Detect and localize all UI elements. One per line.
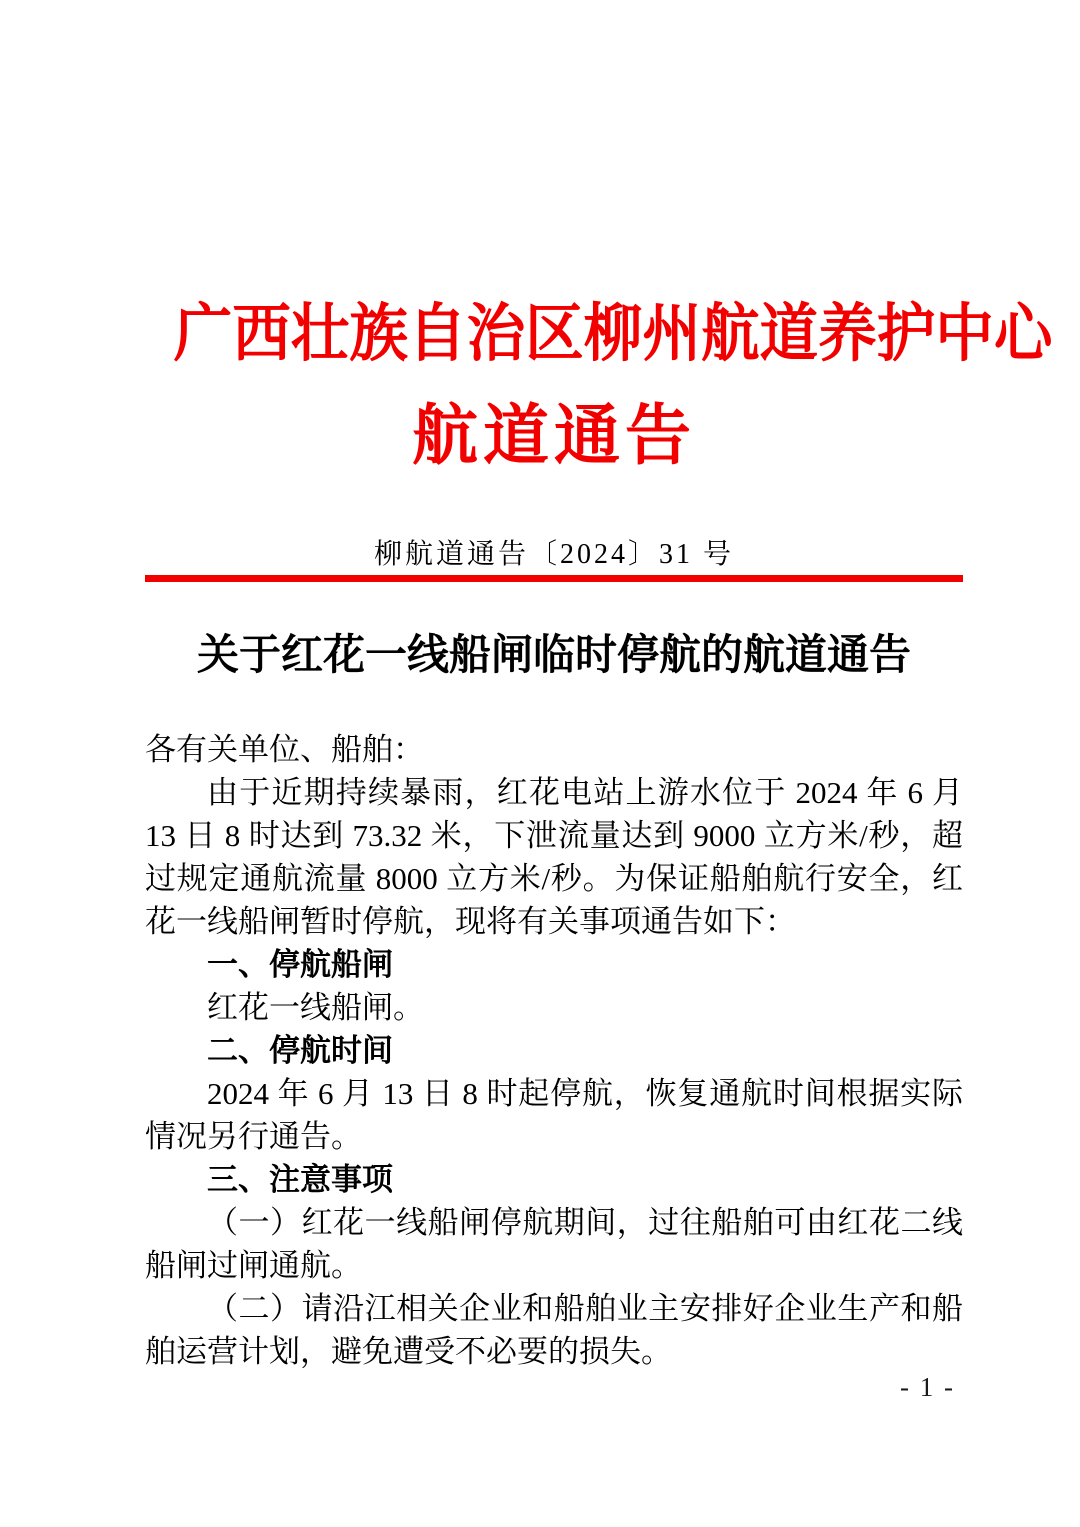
salutation-line: 各有关单位、船舶： xyxy=(145,732,424,767)
notice-title: 关于红花一线船闸临时停航的航道通告 xyxy=(196,633,911,679)
document-number: 柳航道通告〔2024〕31 号 xyxy=(373,539,734,570)
section-3-heading: 三、注意事项 xyxy=(207,1162,393,1197)
section-2-heading: 二、停航时间 xyxy=(207,1033,393,1068)
notice-body xyxy=(145,728,963,1373)
letterhead-org-title: 广西壮族自治区柳州航道养护中心 xyxy=(173,299,1053,369)
page-number: - 1 - xyxy=(900,1372,955,1402)
intro-paragraph: 由于近期持续暴雨，红花电站上游水位于 2024 年 6 月 13 日 8 时达到 73.32 米，下泄流量达到 9000 立方米/秒，超过规定通航流量 8000 立方米/秒。为保证船舶航行安全，红花一线船闸暂时停航，现将有关事项通告如下： xyxy=(145,775,963,939)
section-2-paragraph: 2024 年 6 月 13 日 8 时起停航，恢复通航时间根据实际情况另行通告。 xyxy=(145,1076,963,1154)
section-3-paragraph-1: （一）红花一线船闸停航期间，过往船舶可由红花二线船闸过闸通航。 xyxy=(145,1205,963,1283)
section-1-heading: 一、停航船闸 xyxy=(207,947,393,982)
red-divider-rule xyxy=(145,575,963,582)
section-1-paragraph: 红花一线船闸。 xyxy=(207,990,424,1025)
section-3-paragraph-2: （二）请沿江相关企业和船舶业主安排好企业生产和船舶运营计划，避免遭受不必要的损失。 xyxy=(145,1291,963,1369)
letterhead-doc-type: 航道通告 xyxy=(412,400,696,473)
document-letterhead xyxy=(145,298,1053,474)
